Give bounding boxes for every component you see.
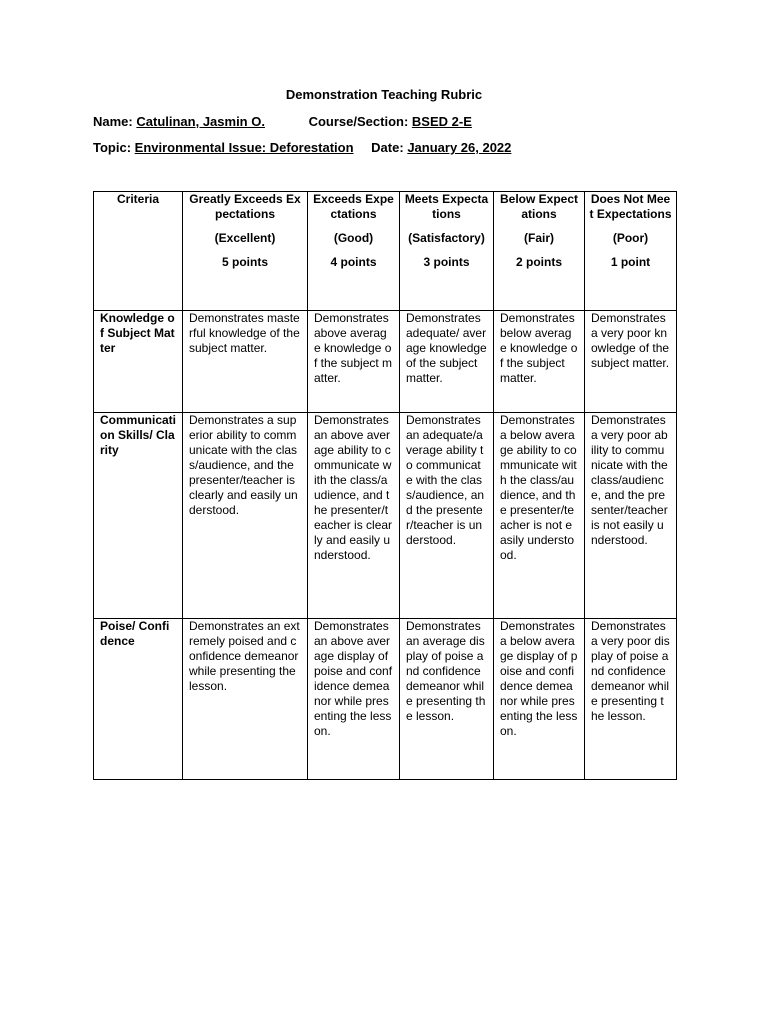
level-rating: (Excellent): [214, 231, 276, 245]
descriptor-cell: Demonstrates a below average ability to communicate with the class/audience, and the presenter/teacher is not easily understood.: [494, 413, 585, 619]
level-header: [585, 192, 677, 311]
level-points: 4 points: [330, 255, 377, 269]
name-value: Catulinan, Jasmin O.: [136, 114, 265, 129]
level-name: Greatly Exceeds Expectations: [189, 192, 301, 221]
level-rating: (Fair): [524, 231, 554, 245]
criterion-cell: Knowledge of Subject Matter: [94, 311, 183, 413]
topic-date-line: [93, 140, 511, 155]
level-rating: (Poor): [612, 231, 649, 245]
document-title: Demonstration Teaching Rubric: [285, 87, 483, 102]
level-points: 5 points: [221, 255, 268, 269]
level-rating: (Satisfactory): [408, 231, 485, 245]
level-points: 3 points: [423, 255, 470, 269]
rubric-table: [93, 191, 677, 780]
topic-value: Environmental Issue: Deforestation: [134, 140, 354, 155]
table-row: [94, 619, 677, 780]
level-name: Below Expectations: [499, 192, 579, 221]
level-name: Does Not Meet Expectations: [589, 192, 672, 221]
descriptor-cell: Demonstrates a very poor knowledge of the subject matter.: [585, 311, 677, 413]
descriptor-cell: Demonstrates an above average display of poise and confidence demeanor while presenting the lesson.: [308, 619, 400, 780]
table-row: [94, 311, 677, 413]
topic-label: Topic:: [93, 140, 132, 155]
descriptor-cell: Demonstrates above average knowledge of the subject matter.: [308, 311, 400, 413]
descriptor-cell: Demonstrates below average knowledge of the subject matter.: [494, 311, 585, 413]
level-header: [308, 192, 400, 311]
course-label: Course/Section:: [308, 114, 409, 129]
criterion-cell: Communication Skills/ Clarity: [94, 413, 183, 619]
level-header: [494, 192, 585, 311]
date-value: January 26, 2022: [407, 140, 512, 155]
descriptor-cell: Demonstrates masterful knowledge of the subject matter.: [183, 311, 308, 413]
level-name: Meets Expectations: [404, 192, 489, 221]
level-header: [400, 192, 494, 311]
descriptor-cell: Demonstrates an above average ability to communicate with the class/audience, and the presenter/teacher is clearly and easily understood.: [308, 413, 400, 619]
descriptor-cell: Demonstrates an extremely poised and confidence demeanor while presenting the lesson.: [183, 619, 308, 780]
table-row: [94, 413, 677, 619]
descriptor-cell: Demonstrates an adequate/average ability to communicate with the class/audience, and the presenter/teacher is understood.: [400, 413, 494, 619]
level-points: 1 point: [610, 255, 651, 269]
date-label: Date:: [371, 140, 404, 155]
name-label: Name:: [93, 114, 133, 129]
descriptor-cell: Demonstrates an average display of poise and confidence demeanor while presenting the lesson.: [400, 619, 494, 780]
name-course-line: [93, 114, 472, 129]
criteria-header: Criteria: [94, 192, 183, 311]
table-header-row: [94, 192, 677, 311]
level-rating: (Good): [333, 231, 374, 245]
descriptor-cell: Demonstrates adequate/ average knowledge of the subject matter.: [400, 311, 494, 413]
level-header: [183, 192, 308, 311]
criterion-cell: Poise/ Confidence: [94, 619, 183, 780]
level-points: 2 points: [515, 255, 562, 269]
level-name: Exceeds Expectations: [313, 192, 394, 221]
descriptor-cell: Demonstrates a very poor ability to communicate with the class/audience, and the presenter/teacher is not easily understood.: [585, 413, 677, 619]
course-value: BSED 2-E: [411, 114, 472, 129]
descriptor-cell: Demonstrates a very poor display of poise and confidence demeanor while presenting the lesson.: [585, 619, 677, 780]
descriptor-cell: Demonstrates a below average display of poise and confidence demeanor while presenting the lesson.: [494, 619, 585, 780]
descriptor-cell: Demonstrates a superior ability to communicate with the class/audience, and the presenter/teacher is clearly and easily understood.: [183, 413, 308, 619]
